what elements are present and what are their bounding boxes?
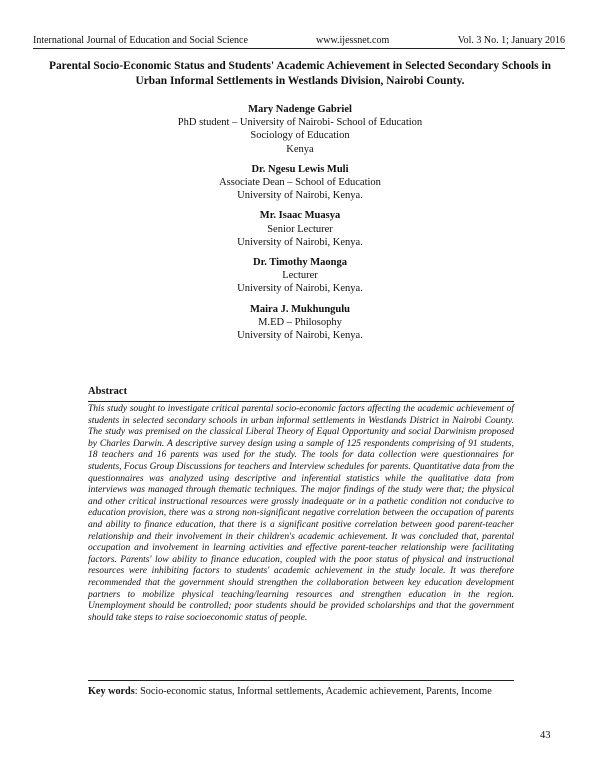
author-affiliation: M.ED – Philosophy	[258, 316, 342, 328]
author-affiliation: Senior Lecturer	[267, 223, 333, 235]
author-list	[0, 103, 600, 349]
author-block	[0, 303, 600, 343]
journal-name: International Journal of Education and Social Science	[33, 35, 248, 46]
author-affiliation: University of Nairobi, Kenya.	[237, 236, 363, 248]
keywords	[88, 686, 514, 699]
keywords-text: : Socio-economic status, Informal settlements, Academic achievement, Parents, Income	[134, 686, 492, 697]
author-affiliation: Kenya	[286, 143, 314, 155]
author-name: Mary Nadenge Gabriel	[248, 104, 352, 115]
keywords-label: Key words	[88, 686, 135, 697]
author-block	[0, 256, 600, 296]
author-affiliation: University of Nairobi, Kenya.	[237, 190, 363, 202]
page-number: 43	[540, 730, 551, 741]
author-block	[0, 103, 600, 156]
author-affiliation: University of Nairobi, Kenya.	[237, 283, 363, 295]
abstract-bottom-rule	[88, 680, 514, 681]
author-name: Maira J. Mukhungulu	[249, 303, 351, 315]
author-block	[0, 163, 600, 203]
journal-website: www.ijessnet.com	[316, 35, 390, 46]
author-affiliation: University of Nairobi, Kenya.	[237, 330, 363, 342]
author-name: Dr. Timothy Maonga	[252, 257, 348, 269]
running-header	[33, 34, 565, 49]
journal-volume: Vol. 3 No. 1; January 2016	[457, 35, 565, 46]
author-affiliation: Sociology of Education	[250, 130, 350, 142]
author-affiliation: Associate Dean – School of Education	[219, 177, 381, 189]
author-affiliation: PhD student – University of Nairobi- School of Education	[177, 117, 423, 129]
abstract-heading: Abstract	[88, 386, 128, 397]
paper-title: Parental Socio-Economic Status and Students' Academic Achievement in Selected Secondary Schools in Urban Informal Settlements in Westlands Division, Nairobi County.	[49, 60, 551, 87]
author-name: Mr. Isaac Muasya	[259, 210, 341, 222]
author-affiliation: Lecturer	[282, 270, 318, 282]
abstract-top-rule	[88, 401, 514, 402]
author-block	[0, 209, 600, 249]
abstract-text: This study sought to investigate critical parental socio-economic factors affecting the academic achievement of students in selected secondary schools in urban informal settlements in Westlands District in Nairobi County. The study was premised on the classical Liberal Theory of Equal Opportunity and social Darwinism proposed by Charles Darwin. A descriptive survey design using a sample of 125 respondents comprising of 91 students, 18 teachers and 16 parents was used for the study. The tools for data collection were questionnaires for students, Focus Group Discussions for teachers and Interview schedules for parents. Quantitative data from the questionnaires was analyzed using descriptive and inferential statistics while the qualitative data from interviews was managed through thematic techniques. The major findings of the study were that; the physical and other critical instructional resources were grossly inadequate or in a pathetic condition not conducive to education provision, there was a strong non-significant negative correlation between the occupation of parents and ability to finance education, that there is a significant positive correlation between good parent-teacher relationship and their involvement in their children's academic achievement. It was concluded that, parental occupation and involvement in learning activities and effective parent-teacher relationship were facilitating factors. Parents' low ability to finance education, coupled with the poor status of physical and instructional resources were inhibiting factors to students' academic achievement in the study locale. It was therefore recommended that the government should strengthen the collaboration between key education development partners to mobilize physical teaching/learning resources and strengthen education in the region. Unemployment should be controlled; poor students should be provided scholarships and that the government should take steps to raise socioeconomic status of people.	[88, 404, 514, 623]
author-name: Dr. Ngesu Lewis Muli	[251, 163, 349, 175]
